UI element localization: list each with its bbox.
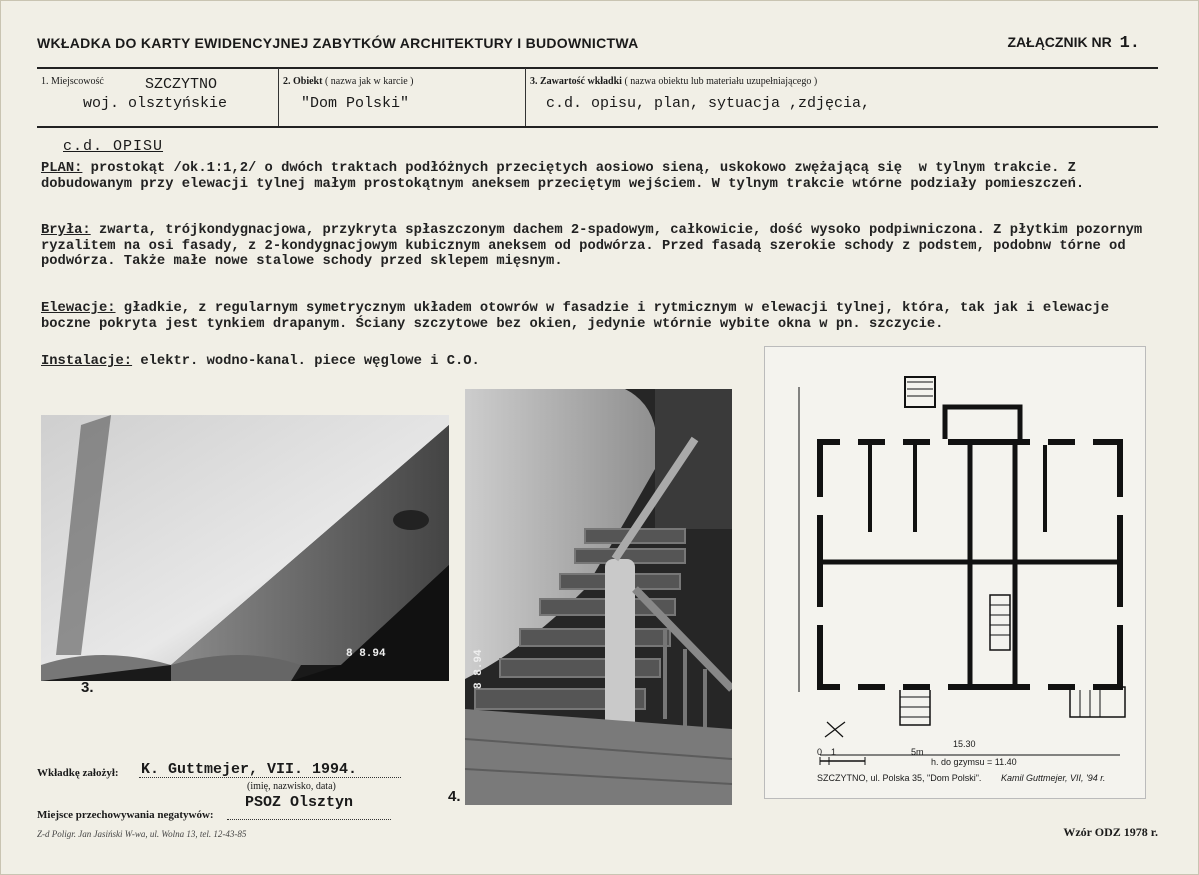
content-label-note: ( nazwa obiektu lub materiału uzupełniającego ) — [624, 76, 818, 87]
plan-scale-five: 5m — [911, 747, 924, 757]
annex-value: 1. — [1119, 34, 1140, 53]
printer-imprint: Z-d Poligr. Jan Jasiński W-wa, ul. Wolna 13, tel. 12-43-85 — [37, 829, 247, 839]
object-label-wrap — [283, 76, 414, 87]
plan-height-note: h. do gzymsu = 11.40 — [931, 757, 1017, 767]
author-sublabel: (imię, nazwisko, data) — [247, 781, 336, 792]
card-title: WKŁADKA DO KARTY EWIDENCYJNEJ ZABYTKÓW ARCHITEKTURY I BUDOWNICTWA — [37, 35, 639, 51]
section-heading — [63, 138, 163, 155]
fields-bottom-rule — [37, 126, 1158, 128]
locality-label: 1. Miejscowość — [41, 76, 104, 87]
annex-label: ZAŁĄCZNIK NR — [1007, 34, 1112, 50]
plan-scale-one: 1 — [831, 747, 837, 757]
floor-plan — [764, 346, 1146, 799]
object-value: "Dom Polski" — [301, 95, 410, 112]
storage-label: Miejsce przechowywania negatywów: — [37, 809, 214, 821]
object-label: 2. Obiekt — [283, 76, 323, 87]
locality-field — [37, 68, 278, 126]
plan-caption-author: Kamil Guttmejer, VII, '94 r. — [1001, 773, 1106, 783]
annex-number — [1007, 34, 1140, 53]
plan-caption-location: SZCZYTNO, ul. Polska 35, "Dom Polski". — [817, 773, 982, 783]
photo-ceiling-image — [41, 415, 449, 681]
photo-staircase-stamp: 8 8.94 — [473, 649, 485, 689]
form-model: Wzór ODZ 1978 r. — [1063, 825, 1158, 839]
photo-staircase-number: 4. — [448, 788, 461, 805]
photo-ceiling — [41, 415, 449, 681]
photo-ceiling-number: 3. — [81, 679, 94, 696]
section-heading-text: c.d. OPISU — [63, 138, 164, 155]
instalacje-keyword: Instalacje: — [41, 354, 133, 369]
bryla-keyword: Bryła: — [41, 223, 91, 238]
plan-dimension-width: 15.30 — [953, 739, 976, 749]
elewacje-keyword: Elewacje: — [41, 301, 116, 316]
object-field — [278, 68, 525, 126]
elewacje-text: gładkie, z regularnym symetrycznym układem otowrów w fasadzie i rytmicznym w elewacji tylnej, która, tak jak i elewacje boczne pokryta jest tynkiem drapanym. Ściany szczytowe bez okien, jedynie wtórnie wybite okna w pn. szczycie. — [41, 301, 1118, 332]
plan-keyword: PLAN: — [41, 161, 83, 176]
bryla-text: zwarta, trójkondygnacjowa, przykryta spłaszczonym dachem 2-spadowym, całkowicie, dość wysoko podpiwniczona. Z płytkim pozornym ryzalitem na osi fasady, z 2-kondygnacjowym kubicznym aneksem od podwórza. Przed fasadą szerokie schody z podstem, podobnw tórne od podwórza. Także małe nowe stalowe schody przed sklepem mięsnym. — [41, 223, 1151, 270]
photo-staircase-image — [465, 389, 732, 805]
plan-text: prostokąt /ok.1:1,2/ o dwóch traktach podłóżnych przeciętych aosiowo sieną, uskokowo zwężającą się w tylnym trakcie. Z dobudowanym przy elewacji tylnej małym prostokątnym aneksem przeciętym wejściem. W tylnym trakcie wtórne podziały pomieszczeń. — [41, 161, 1085, 192]
storage-value: PSOZ Olsztyn — [245, 794, 354, 811]
header-fields — [37, 68, 1158, 126]
content-label-wrap — [530, 76, 817, 87]
content-label: 3. Zawartość wkładki — [530, 76, 622, 87]
author-dotted-line — [139, 777, 401, 778]
bryla-paragraph — [41, 223, 1161, 270]
floor-plan-drawing — [765, 347, 1147, 800]
photo-ceiling-stamp: 8 8.94 — [346, 648, 386, 660]
storage-dotted-line — [227, 819, 391, 820]
content-field — [525, 68, 1158, 126]
plan-paragraph — [41, 161, 1161, 192]
author-value: K. Guttmejer, VII. 1994. — [141, 761, 358, 778]
instalacje-paragraph — [41, 354, 741, 370]
locality-value: SZCZYTNO — [145, 76, 218, 93]
instalacje-text: elektr. wodno-kanal. piece węglowe i C.O. — [132, 354, 480, 369]
elewacje-paragraph — [41, 301, 1161, 332]
voivodeship-value: woj. olsztyńskie — [83, 95, 228, 112]
plan-scale-zero: 0 — [817, 747, 823, 757]
photo-staircase — [465, 389, 732, 805]
content-value: c.d. opisu, plan, sytuacja ,zdjęcia, — [546, 95, 871, 112]
author-label: Wkładkę założył: — [37, 767, 119, 779]
object-label-note: ( nazwa jak w karcie ) — [324, 76, 414, 87]
